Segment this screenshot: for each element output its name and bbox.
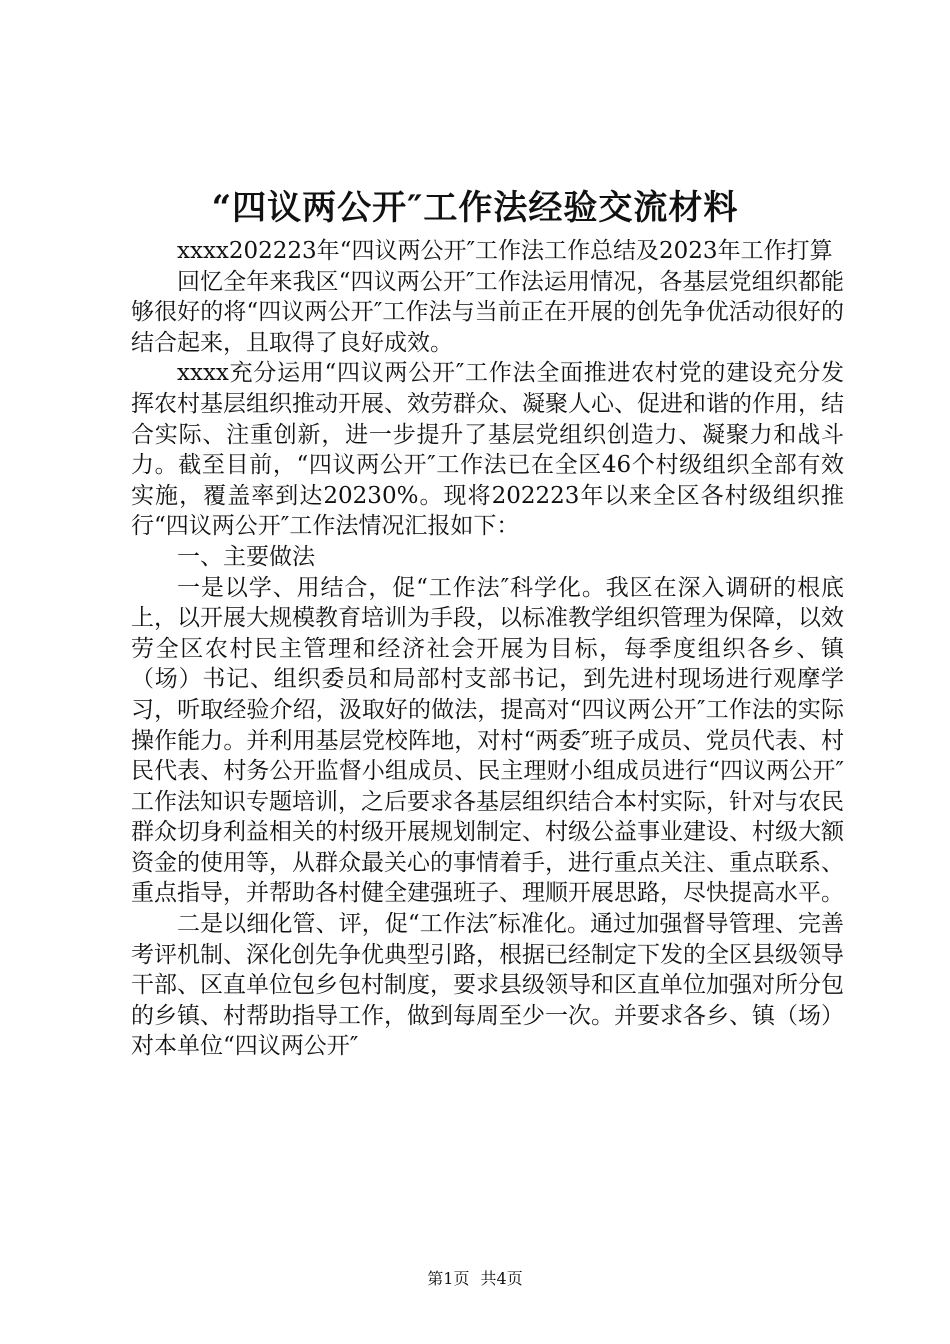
document-body xyxy=(131,236,844,1062)
paragraph-practice-two: 二是以细化管、评，促“工作法″标准化。通过加强督导管理、完善考评机制、深化创先争优典型引路，根据已经制定下发的全区县级领导干部、区直单位包乡包村制度，要求县级领导和区直单位加强对所分包的乡镇、村帮助指导工作，做到每周至少一次。并要求各乡、镇（场）对本单位“四议两公开″ xyxy=(131,911,844,1060)
page-total: 共4页 xyxy=(480,1269,523,1288)
paragraph-overview: xxxx充分运用“四议两公开″工作法全面推进农村党的建设充分发挥农村基层组织推动开展、效劳群众、凝聚人心、促进和谐的作用，结合实际、注重创新，进一步提升了基层党组织创造力、凝聚力和战斗力。截至目前，“四议两公开″工作法已在全区46个村级组织全部有效实施，覆盖率到达20230%。现将202223年以来全区各村级组织推行“四议两公开″工作法情况汇报如下： xyxy=(131,360,844,540)
document-title: “四议两公开″工作法经验交流材料 xyxy=(211,188,739,228)
section-heading-main-practices: 一、主要做法 xyxy=(177,543,315,570)
paragraph-review: 回忆全年来我区“四议两公开″工作法运用情况，各基层党组织都能够很好的将“四议两公开″工作法与当前正在开展的创先争优活动很好的结合起来，且取得了良好成效。 xyxy=(131,268,844,356)
page-footer xyxy=(0,1268,950,1290)
paragraph-practice-one: 一是以学、用结合，促“工作法″科学化。我区在深入调研的根底上，以开展大规模教育培训为手段，以标准教学组织管理为保障，以效劳全区农村民主管理和经济社会开展为目标，每季度组织各乡、镇（场）书记、组织委员和局部村支部书记，到先进村现场进行观摩学习，听取经验介绍，汲取好的做法，提高对“四议两公开″工作法的实际操作能力。并利用基层党校阵地，对村“两委″班子成员、党员代表、村民代表、村务公开监督小组成员、民主理财小组成员进行“四议两公开″工作法知识专题培训，之后要求各基层组织结合本村实际，针对与农民群众切身利益相关的村级开展规划制定、村级公益事业建设、村级大额资金的使用等，从群众最关心的事情着手，进行重点关注、重点联系、重点指导，并帮助各村健全建强班子、理顺开展思路，尽快提高水平。 xyxy=(131,574,844,907)
page-number: 第1页 xyxy=(427,1269,470,1288)
paragraph-subtitle: xxxx202223年“四议两公开″工作法工作总结及2023年工作打算 xyxy=(177,238,833,264)
